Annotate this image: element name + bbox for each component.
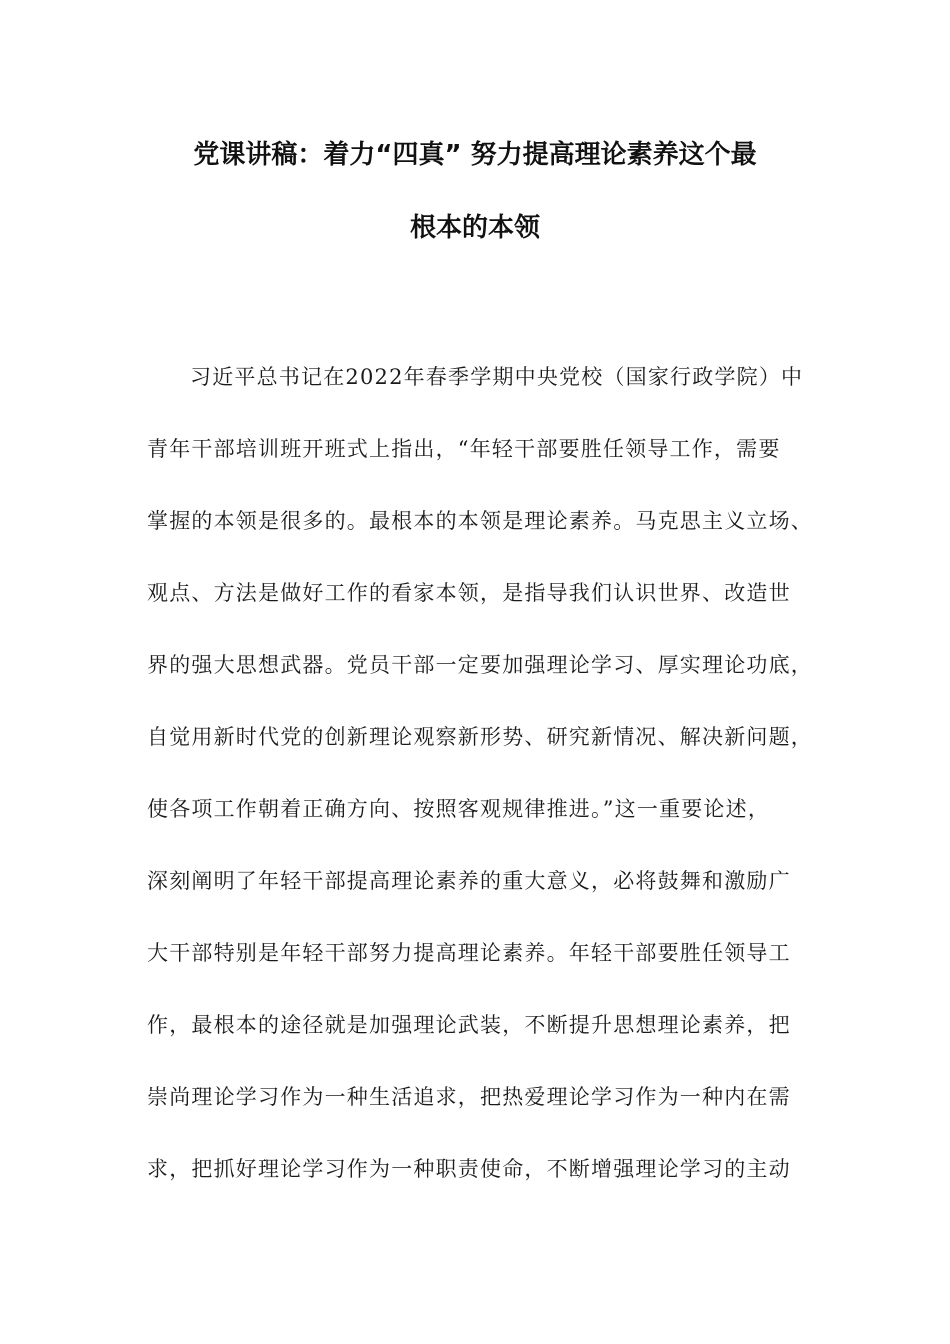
document-title-line-2: 根本的本领 bbox=[409, 213, 540, 243]
body-line-6: 自觉用新时代党的创新理论观察新形势、研究新情况、解决新问题， bbox=[147, 725, 813, 749]
body-line-9: 大干部特别是年轻干部努力提高理论素养。年轻干部要胜任领导工 bbox=[147, 941, 791, 965]
body-line-5: 界的强大思想武器。党员干部一定要加强理论学习、厚实理论功底， bbox=[147, 653, 813, 677]
body-line-2: 青年干部培训班开班式上指出，“年轻干部要胜任领导工作，需要 bbox=[147, 437, 781, 461]
document-title-line-1: 党课讲稿：着力“四真” 努力提高理论素养这个最 bbox=[193, 140, 757, 170]
body-line-3: 掌握的本领是很多的。最根本的本领是理论素养。马克思主义立场、 bbox=[147, 509, 813, 533]
body-line-11: 崇尚理论学习作为一种生活追求，把热爱理论学习作为一种内在需 bbox=[147, 1085, 791, 1109]
body-line-12: 求，把抓好理论学习作为一种职责使命，不断增强理论学习的主动 bbox=[147, 1157, 791, 1181]
body-line-7: 使各项工作朝着正确方向、按照客观规律推进。”这一重要论述， bbox=[147, 797, 771, 821]
body-line-8: 深刻阐明了年轻干部提高理论素养的重大意义，必将鼓舞和激励广 bbox=[147, 869, 791, 893]
body-line-10: 作，最根本的途径就是加强理论武装，不断提升思想理论素养，把 bbox=[147, 1013, 791, 1037]
body-line-1: 习近平总书记在2022年春季学期中央党校（国家行政学院）中 bbox=[190, 365, 804, 389]
body-line-4: 观点、方法是做好工作的看家本领，是指导我们认识世界、改造世 bbox=[147, 581, 791, 605]
